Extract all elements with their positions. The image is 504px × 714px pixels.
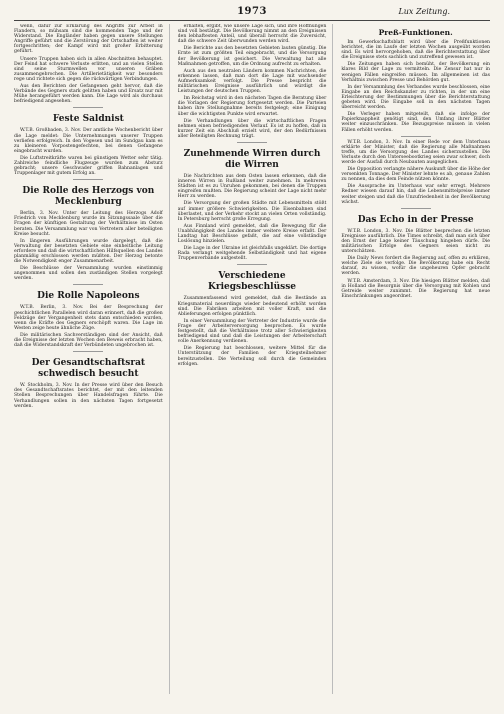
article-paragraph: Berlin, 3. Nov. Unter der Leitung des Herzogs Adolf Friedrich von Mecklenburg wurde im Sitzungssaale über die Fragen der künftigen Gestaltung der Verhältnisse im Osten beraten. Die Versammlung war von Vertretern aller beteiligten Kreise besucht. (14, 211, 163, 237)
page-number: 1973 (237, 6, 267, 17)
article-paragraph: Aus Finnland wird gemeldet, daß die Bewegung für die Unabhängigkeit des Landes immer weitere Kreise erfaßt. Der Landtag hat Beschlüsse gefaßt, die auf eine vollständige Loslösung hinzielen. (177, 223, 327, 245)
article-paragraph: Die Beschlüsse der Versammlung wurden einstimmig angenommen und sollen den zuständigen Stellen vorgelegt werden. (14, 266, 163, 282)
article-paragraph: In einer Versammlung der Vertreter der Industrie wurde die Frage der Arbeiterversorgung besprochen. Es wurde festgestellt, daß die Verhältnisse trotz aller Schwierigkeiten befriedigend sind und daß die Leistungen der Arbeiterschaft volle Anerkennung verdienen. (177, 318, 327, 345)
article-heading: Zunehmende Wirren durch die Wirren (183, 148, 321, 170)
article-paragraph: Die Daily News fordert die Regierung auf, offen zu erklären, welche Ziele sie verfolge. Die Bevölkerung habe ein Recht darauf, zu wissen, wofür die ungeheuren Opfer gebracht werden. (341, 256, 491, 277)
article-paragraph: erhalten, ergibt, wie unsere Lage sich, und ihre Hoffnungen sind voll bestätigt. Die Bevölkerung nimmt an den Ereignissen den lebhaftesten Anteil, und überall herrscht die Zuversicht, daß die schwere Zeit überwunden werden wird. (177, 24, 327, 45)
article-paragraph: W.T.B. London, 3. Nov. In einer Rede vor dem Unterhaus erklärte der Minister, daß die Regierung alle Maßnahmen treffe, um die Versorgung des Landes sicherzustellen. Die Verluste durch den Unterseebootkrieg seien zwar schwer, doch werde der Ausfall durch Neubauten ausgeglichen. (341, 139, 491, 165)
section-divider (73, 107, 103, 108)
section-divider (73, 351, 103, 352)
article-paragraph: Die Versorgung der großen Städte mit Lebensmitteln stößt auf immer größere Schwierigkeiten. Die Eisenbahnen sind überlastet, und der Verkehr stockt an vielen Orten vollständig. In Petersburg herrscht große Erregung. (177, 201, 327, 222)
article-heading: Der Gesandtschaftsrat schwedisch besucht (31, 358, 146, 380)
article-paragraph: Die Regierung hat beschlossen, weitere Mittel für die Unterstützung der Familien der Kriegsteilnehmer bereitzustellen. Die Verteilung soll durch die Gemeinden erfolgen. (177, 346, 327, 367)
article-paragraph: Die Verleger haben mitgeteilt, daß sie infolge der Papierknappheit genötigt sind, den Umfang ihrer Blätter weiter einzuschränken. Die Bezugspreise müssen in vielen Fällen erhöht werden. (341, 112, 491, 133)
article-columns (14, 24, 490, 694)
article-paragraph: In längeren Ausführungen wurde dargelegt, daß die Verwaltung der besetzten Gebiete eine einheitliche Leitung erfordere und daß die wirtschaftlichen Hilfsquellen des Landes planmäßig erschlossen werden müßten. Der Herzog betonte die Notwendigkeit enger Zusammenarbeit. (14, 238, 163, 265)
article-paragraph: W.T.B. Amsterdam, 3. Nov. Die hiesigen Blätter melden, daß in Holland die Besorgnis über die Versorgung mit Kohlen und Getreide weiter zunimmt. Die Regierung hat neue Einschränkungen angeordnet. (341, 278, 491, 299)
article-paragraph: Die Berichte aus den besetzten Gebieten lauten günstig. Die Ernte ist zum größten Teil eingebracht, und die Versorgung der Bevölkerung ist gesichert. Die Verwaltung hat alle Maßnahmen getroffen, um die Ordnung aufrecht zu erhalten. (177, 46, 327, 67)
section-divider (401, 208, 431, 209)
section-divider (401, 136, 431, 137)
column-3 (341, 24, 490, 694)
article-paragraph: Aus den Berichten der Gefangenen geht hervor, daß die Verbände des Gegners stark gelitten haben und Ersatz nur mit Mühe herangeführt werden kann. Die Lage wird als durchaus befriedigend angesehen. (14, 84, 163, 105)
article-paragraph: Im Gewerkschaftsblatt wird über die Preßfunktionen berichtet, die im Laufe der letzten Wochen ausgeübt worden sind. Es wird hervorgehoben, daß die Berichterstattung über die Ereignisse stets sachlich und zutreffend gewesen ist. (341, 40, 491, 61)
article-paragraph: W. Stockholm, 3. Nov. In der Presse wird über den Besuch des Gesandtschaftsrates berichtet, der mit den leitenden Stellen Besprechungen über Handelsfragen führte. Die Verhandlungen sollen in den nächsten Tagen fortgesetzt werden. (14, 383, 163, 409)
section-divider (73, 284, 103, 285)
article-paragraph: Die Aussprache im Unterhaus war sehr erregt. Mehrere Redner wiesen darauf hin, daß die Lebensmittelpreise immer weiter steigen und daß die Unzufriedenheit in der Bevölkerung wächst. (341, 184, 491, 205)
article-heading: Preß-Funktionen. (378, 28, 453, 37)
article-paragraph: wenn, dafür zur Erklärung des Angriffs zur Arbeit in Flandern, so mühsam sind die kommenden Tage und der Widerstand. Die Engländer haben gegen unsere Stellungen Angriffe geführt und die Zerstörung der Ortschaften ist weiter fortgeschritten; der Kampf wird mit großer Erbitterung geführt. (14, 24, 163, 55)
column-1 (14, 24, 170, 694)
article-paragraph: Die militärischen Sachverständigen sind der Ansicht, daß die Ereignisse der letzten Wochen den Beweis erbracht haben, daß die Widerstandskraft der Verbündeten ungebrochen ist. (14, 332, 163, 349)
article-heading: Das Echo in der Presse (357, 214, 474, 225)
section-divider (73, 179, 103, 180)
article-paragraph: W.T.B. Berlin, 3. Nov. Bei der Besprechung der geschichtlichen Parallelen wird daran erinnert, daß die großen Feldzüge der Vergangenheit stets dann entschieden wurden, wenn die Kräfte des Gegners erschöpft waren. Die Lage im Westen zeige heute ähnliche Züge. (14, 305, 163, 331)
article-paragraph: Unsere Truppen haben sich in allen Abschnitten behauptet. Der Feind hat schwere Verluste erlitten, und an vielen Stellen sind seine Sturmwellen vor unseren Gräben zusammengebrochen. Die Artillerietätigkeit war besonders rege und richtete sich gegen die rückwärtigen Verbindungen. (14, 56, 163, 82)
article-paragraph: W.T.B. Großbaden, 3. Nov. Der amtliche Wochenbericht über die Lage meldet: Die Unternehmungen unserer Truppen verliefen erfolgreich. In den Vogesen und im Sundgau kam es zu kleineren Vorpostengefechten, bei denen Gefangene eingebracht wurden. (14, 128, 163, 154)
article-paragraph: Die Luftstreitkräfte waren bei günstigem Wetter sehr tätig. Zahlreiche feindliche Flugzeuge wurden zum Absturz gebracht; unsere Geschwader griffen Bahnanlagen und Truppenlager mit gutem Erfolg an. (14, 155, 163, 177)
article-paragraph: Die Nachrichten aus dem Osten lassen erkennen, daß die inneren Wirren in Rußland weiter zunehmen. In mehreren Städten ist es zu Unruhen gekommen, bei denen die Truppen eingreifen mußten. Die Regierung scheint der Lage nicht mehr Herr zu werden. (177, 173, 327, 200)
section-divider (237, 264, 267, 265)
article-paragraph: In der Versammlung des Verbandes wurde beschlossen, eine Eingabe an den Reichskanzler zu richten, in der um eine Erleichterung der Bestimmungen über die Berichterstattung gebeten wird. Die Eingabe soll in den nächsten Tagen überreicht werden. (341, 84, 491, 111)
column-2 (178, 24, 334, 694)
article-paragraph: Auch aus den neutralen Ländern kommen Nachrichten, die erkennen lassen, daß man dort die Lage mit wachsender Aufmerksamkeit verfolgt. Die Presse bespricht die militärischen Ereignisse ausführlich und würdigt die Leistungen der deutschen Truppen. (177, 68, 327, 95)
article-paragraph: Im Reichstag wird in den nächsten Tagen die Beratung über die Vorlagen der Regierung fortgesetzt werden. Die Parteien haben ihre Stellungnahme bereits festgelegt; eine Einigung über die wichtigsten Punkte wird erwartet. (177, 96, 327, 117)
page-header (14, 6, 490, 21)
article-heading: Feste Saldnist (52, 114, 124, 125)
article-paragraph: Die Lage in der Ukraine ist gleichfalls ungeklärt. Die dortige Rada verlangt weitgehende Selbständigkeit und hat eigene Truppenverbände aufgestellt. (177, 246, 327, 262)
article-paragraph: Zusammenfassend wird gemeldet, daß die Bestände an Kriegsmaterial neuerdings wieder bedeutend erhöht worden sind. Die Fabriken arbeiten mit voller Kraft, und die Ablieferungen erfolgen pünktlich. (177, 296, 327, 317)
article-paragraph: W.T.B. London, 3. Nov. Die Blätter besprechen die letzten Ereignisse ausführlich. Die Times schreibt, daß man sich über den Ernst der Lage keiner Täuschung hingeben dürfe. Die militärischen Erfolge des Gegners seien nicht zu unterschätzen. (341, 228, 491, 255)
article-heading: Verschiedene Kriegsbeschlüsse (208, 271, 297, 293)
section-divider (237, 142, 267, 143)
page-info: Lux Zeitung. (398, 7, 450, 16)
article-heading: Die Rolle Napoleons (37, 291, 140, 302)
article-paragraph: Die Verhandlungen über die wirtschaftlichen Fragen nehmen einen befriedigenden Verlauf. Es ist zu hoffen, daß in kurzer Zeit ein Abschluß erzielt wird, der den Bedürfnissen aller Beteiligten Rechnung trägt. (177, 118, 327, 139)
article-heading: Die Rolle des Herzogs von Mecklenburg (22, 186, 155, 208)
article-paragraph: Die Opposition verlangte nähere Auskunft über die Höhe der versenkten Tonnage. Der Minister lehnte es ab, genaue Zahlen zu nennen, da dies dem Feinde nützen könnte. (341, 167, 491, 183)
article-paragraph: Die Zeitungen haben sich bemüht, der Bevölkerung ein klares Bild der Lage zu vermitteln. Die Zensur hat nur in wenigen Fällen eingreifen müssen. Im allgemeinen ist das Verhältnis zwischen Presse und Behörden gut. (341, 62, 491, 83)
